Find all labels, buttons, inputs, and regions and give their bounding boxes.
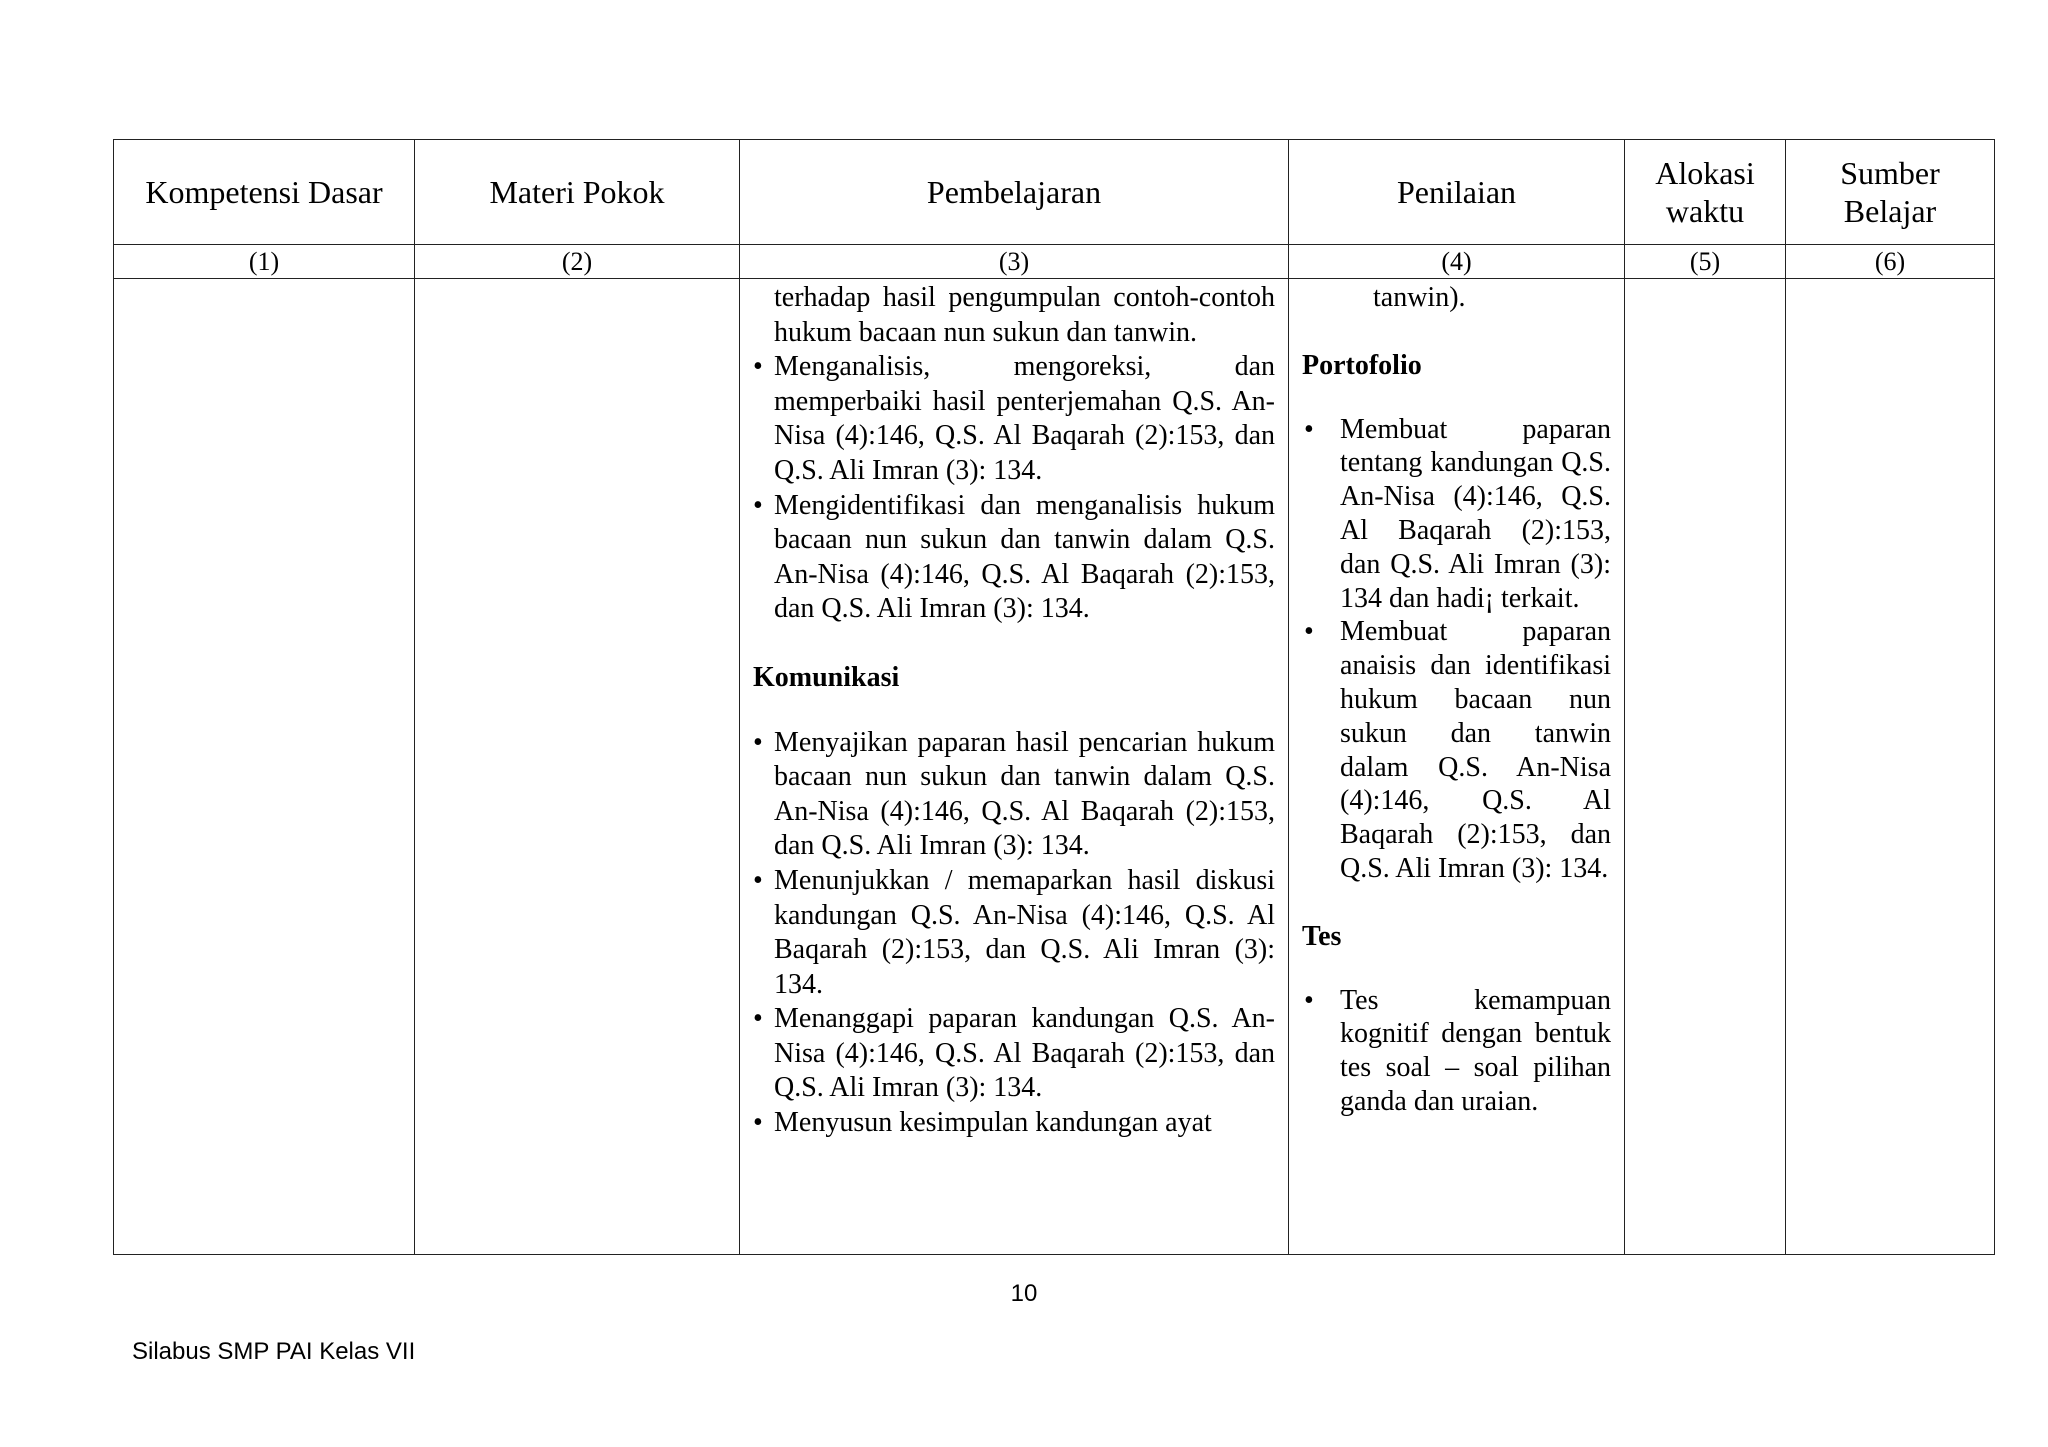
pembelajaran-item: • Mengidentifikasi dan menganalisis hukum bacaan nun sukun dan tanwin dalam Q.S. An-Nisa (4):146, Q.S. Al Baqarah (2):153, dan Q.S. Ali Imran (3): 134. <box>753 489 1275 627</box>
header-pembelajaran: Pembelajaran <box>740 140 1289 245</box>
col-number-5: (5) <box>1625 245 1786 279</box>
tes-heading: Tes <box>1302 920 1342 952</box>
header-alokasi-waktu <box>1625 140 1786 245</box>
penilaian-cell <box>1289 279 1625 1255</box>
portofolio-list <box>1302 413 1611 886</box>
pembelajaran-item: • Menanggapi paparan kandungan Q.S. An-Nisa (4):146, Q.S. Al Baqarah (2):153, dan Q.S. Ali Imran (3): 134. <box>753 1002 1275 1106</box>
tes-item: • Tes kemampuan kognitif dengan bentuk tes soal – soal pilihan ganda dan uraian. <box>1302 984 1611 1119</box>
header-sumber-belajar-text: Sumber Belajar <box>1840 155 1940 229</box>
tes-list <box>1302 984 1611 1119</box>
pembelajaran-continuation: terhadap hasil pengumpulan contoh-contoh hukum bacaan nun sukun dan tanwin. <box>774 282 1275 348</box>
portofolio-heading: Portofolio <box>1302 349 1422 381</box>
header-kompetensi-dasar: Kompetensi Dasar <box>114 140 415 245</box>
header-materi-pokok: Materi Pokok <box>415 140 740 245</box>
col-number-3: (3) <box>740 245 1289 279</box>
pembelajaran-item: • Menyusun kesimpulan kandungan ayat <box>753 1106 1275 1141</box>
pembelajaran-item: • Menyajikan paparan hasil pencarian hukum bacaan nun sukun dan tanwin dalam Q.S. An-Nisa (4):146, Q.S. Al Baqarah (2):153, dan Q.S. Ali Imran (3): 134. <box>753 726 1275 864</box>
header-penilaian: Penilaian <box>1289 140 1625 245</box>
pembelajaran-list-b <box>753 726 1275 1141</box>
number-row <box>114 245 1995 279</box>
pembelajaran-item: • Menunjukkan / memaparkan hasil diskusi kandungan Q.S. An-Nisa (4):146, Q.S. Al Baqarah (2):153, dan Q.S. Ali Imran (3): 134. <box>753 864 1275 1002</box>
col-number-4: (4) <box>1289 245 1625 279</box>
sumber-belajar-cell <box>1786 279 1995 1255</box>
portofolio-item: • Membuat paparan anaisis dan identifikasi hukum bacaan nun sukun dan tanwin dalam Q.S. An-Nisa (4):146, Q.S. Al Baqarah (2):153, dan Q.S. Ali Imran (3): 134. <box>1302 615 1611 885</box>
pembelajaran-item: • Menganalisis, mengoreksi, dan memperbaiki hasil penterjemahan Q.S. An-Nisa (4):146, Q.S. Al Baqarah (2):153, dan Q.S. Ali Imran (3): 134. <box>753 350 1275 488</box>
col-number-1: (1) <box>114 245 415 279</box>
header-row <box>114 140 1995 245</box>
col-number-2: (2) <box>415 245 740 279</box>
page-number: 10 <box>1010 1280 1038 1307</box>
content-row <box>114 279 1995 1255</box>
col-number-6: (6) <box>1786 245 1995 279</box>
pembelajaran-cell <box>740 279 1289 1255</box>
pembelajaran-list-a <box>753 350 1275 627</box>
penilaian-continuation: tanwin). <box>1373 282 1466 313</box>
alokasi-waktu-cell <box>1625 279 1786 1255</box>
kompetensi-dasar-cell <box>114 279 415 1255</box>
komunikasi-heading: Komunikasi <box>753 661 900 693</box>
syllabus-table <box>113 139 1995 1255</box>
portofolio-item: • Membuat paparan tentang kandungan Q.S. An-Nisa (4):146, Q.S. Al Baqarah (2):153, dan Q.S. Ali Imran (3): 134 dan hadi¡ terkait. <box>1302 413 1611 616</box>
header-alokasi-waktu-text: Alokasi waktu <box>1655 155 1755 229</box>
header-sumber-belajar <box>1786 140 1995 245</box>
materi-pokok-cell <box>415 279 740 1255</box>
footer-text: Silabus SMP PAI Kelas VII <box>132 1338 416 1365</box>
